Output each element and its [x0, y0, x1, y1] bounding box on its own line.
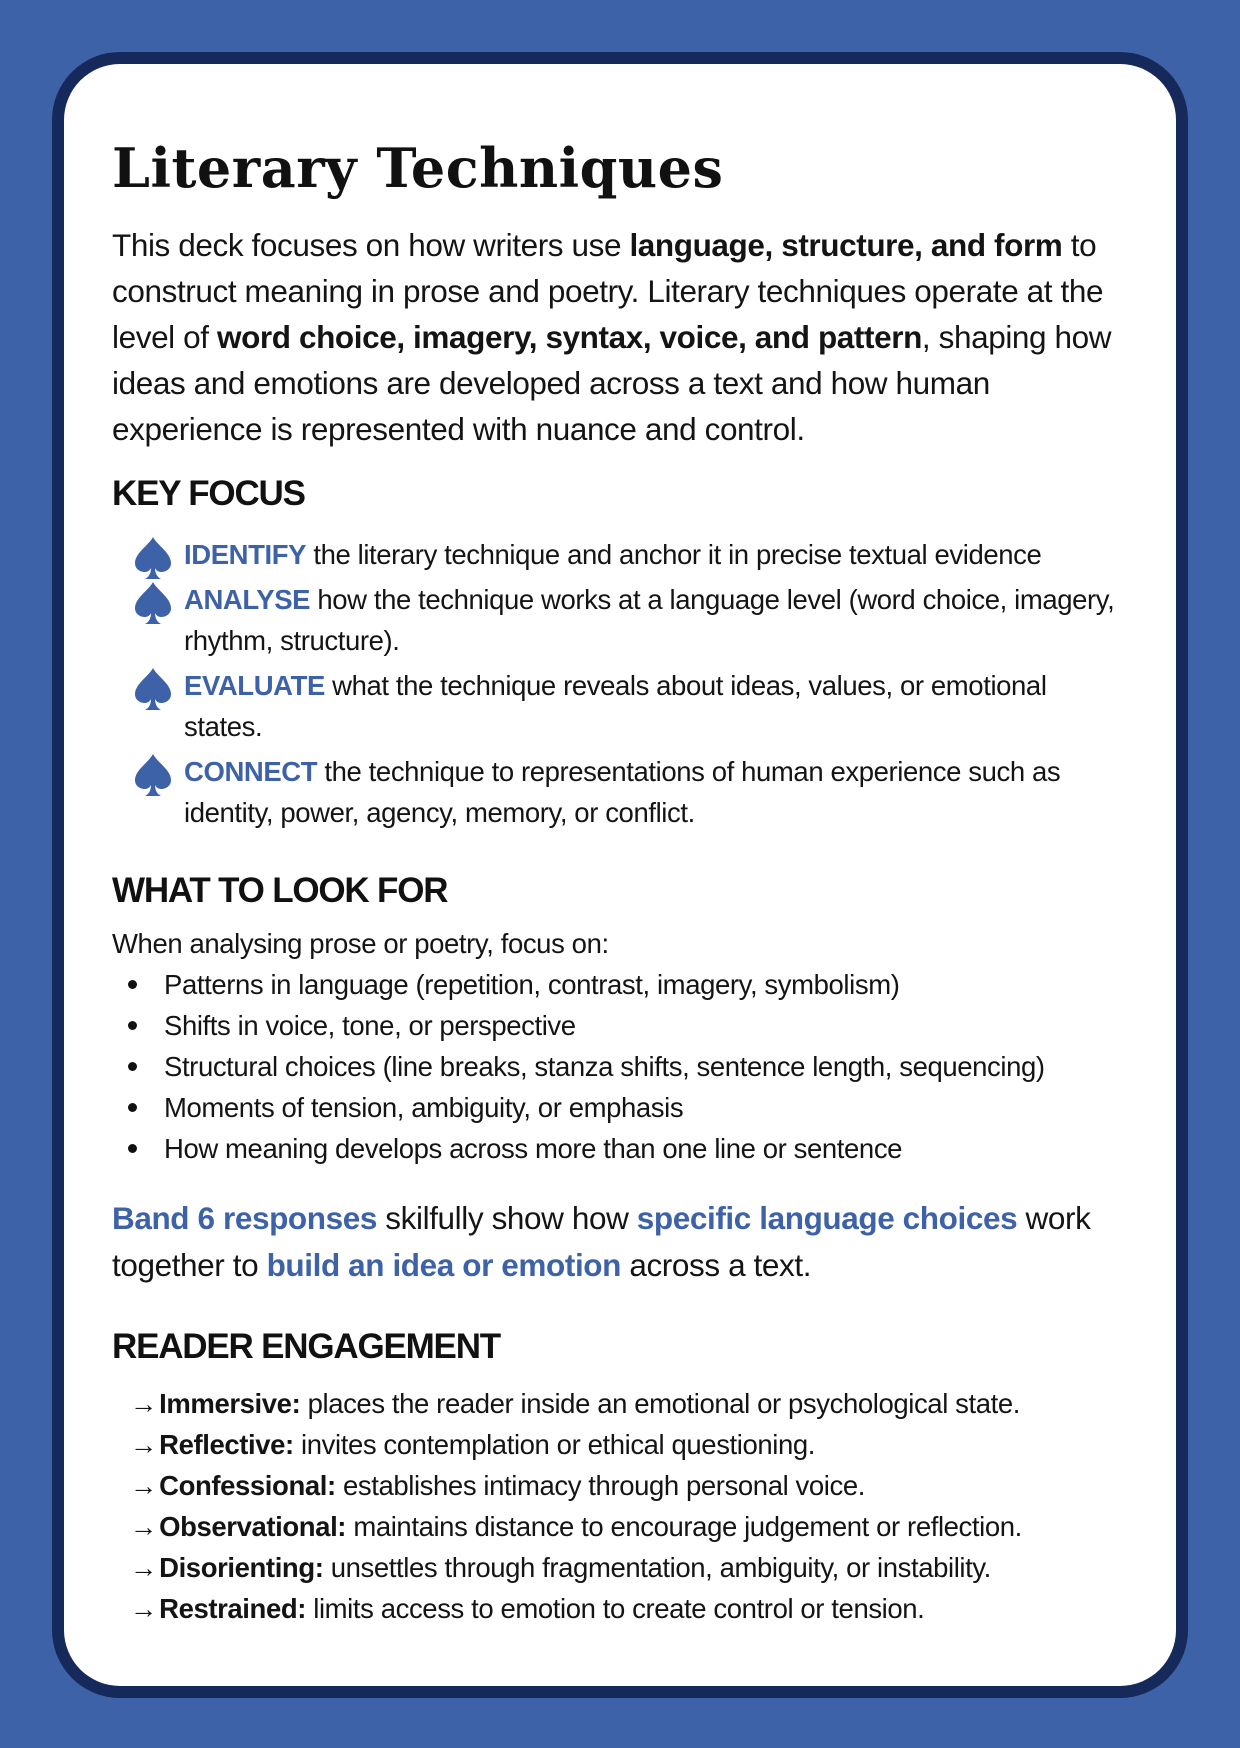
- band-text-2: work together to: [112, 1200, 1091, 1283]
- focus-text: the technique to representations of human experience such as identity, power, agency, memory, or conflict.: [184, 756, 1061, 828]
- focus-text: how the technique works at a language level (word choice, imagery, rhythm, structure).: [184, 584, 1115, 656]
- focus-item-connect: [112, 751, 1128, 833]
- reader-label: Disorienting:: [159, 1552, 324, 1583]
- reader-item-reflective: [112, 1424, 1128, 1465]
- list-item-text: How meaning develops across more than one line or sentence: [164, 1133, 903, 1164]
- reader-item-restrained: [112, 1588, 1128, 1629]
- focus-item-evaluate: [112, 665, 1128, 747]
- list-item: [112, 1087, 1128, 1128]
- look-for-lead: When analysing prose or poetry, focus on:: [112, 928, 609, 959]
- list-item: [112, 1046, 1128, 1087]
- list-item-text: Moments of tension, ambiguity, or emphasis: [164, 1092, 684, 1123]
- reader-label: Observational:: [159, 1511, 347, 1542]
- spade-icon: [132, 752, 174, 798]
- list-item: [112, 964, 1128, 1005]
- band-highlight-3: build an idea or emotion: [266, 1247, 621, 1283]
- technique-card: [64, 64, 1176, 1686]
- band-text-3: across a text.: [620, 1247, 812, 1283]
- reader-label: Restrained:: [159, 1593, 306, 1624]
- reader-text: unsettles through fragmentation, ambiguity, or instability.: [323, 1552, 991, 1583]
- band-highlight-2: specific language choices: [636, 1200, 1018, 1236]
- focus-keyword: CONNECT: [184, 756, 318, 787]
- page-title: Literary Techniques: [112, 136, 724, 200]
- look-for-heading: WHAT TO LOOK FOR: [112, 871, 448, 910]
- band-6-statement: [112, 1195, 1128, 1289]
- intro-bold-1: language, structure, and form: [629, 227, 1063, 263]
- focus-text: what the technique reveals about ideas, values, or emotional states.: [184, 670, 1047, 742]
- reader-label: Confessional:: [159, 1470, 336, 1501]
- focus-keyword: IDENTIFY: [184, 539, 307, 570]
- reader-item-confessional: [112, 1465, 1128, 1506]
- reader-engagement-list: [112, 1383, 1128, 1629]
- reader-item-disorienting: [112, 1547, 1128, 1588]
- arrow-right-icon: →: [130, 1388, 158, 1419]
- reader-text: maintains distance to encourage judgement or reflection.: [346, 1511, 1022, 1542]
- bullet-icon: [128, 1103, 137, 1112]
- list-item: [112, 1128, 1128, 1169]
- spade-icon: [132, 580, 174, 626]
- intro-text-1: This deck focuses on how writers use: [112, 227, 630, 263]
- focus-keyword: EVALUATE: [184, 670, 325, 701]
- key-focus-list: [112, 534, 1128, 833]
- reader-item-immersive: [112, 1383, 1128, 1424]
- intro-bold-2: word choice, imagery, syntax, voice, and pattern: [216, 319, 922, 355]
- bullet-icon: [128, 1062, 137, 1071]
- list-item-text: Patterns in language (repetition, contrast, imagery, symbolism): [164, 969, 900, 1000]
- spade-icon: [132, 666, 174, 712]
- spade-icon: [132, 535, 174, 581]
- bullet-icon: [128, 1144, 137, 1153]
- intro-text-3: , shaping how ideas and emotions are developed across a text and how human experience is represented with nuance and control.: [112, 319, 1112, 447]
- bullet-icon: [128, 980, 137, 989]
- reader-text: places the reader inside an emotional or psychological state.: [300, 1388, 1021, 1419]
- arrow-right-icon: →: [130, 1429, 158, 1460]
- focus-text: the literary technique and anchor it in precise textual evidence: [306, 539, 1042, 570]
- arrow-right-icon: →: [130, 1470, 158, 1501]
- intro-paragraph: [112, 222, 1128, 452]
- list-item-text: Structural choices (line breaks, stanza shifts, sentence length, sequencing): [164, 1051, 1045, 1082]
- list-item-text: Shifts in voice, tone, or perspective: [164, 1010, 576, 1041]
- band-highlight-1: Band 6 responses: [112, 1200, 377, 1236]
- look-for-list: [112, 964, 1128, 1169]
- band-text-1: skilfully show how: [376, 1200, 637, 1236]
- intro-text-2: to construct meaning in prose and poetry. Literary techniques operate at the level of: [112, 227, 1104, 355]
- reader-text: establishes intimacy through personal voice.: [335, 1470, 865, 1501]
- reader-text: limits access to emotion to create control or tension.: [306, 1593, 925, 1624]
- reader-label: Reflective:: [159, 1429, 294, 1460]
- focus-item-analyse: [112, 579, 1128, 661]
- reader-label: Immersive:: [159, 1388, 301, 1419]
- list-item: [112, 1005, 1128, 1046]
- arrow-right-icon: →: [130, 1511, 158, 1542]
- focus-item-identify: [112, 534, 1128, 575]
- reader-text: invites contemplation or ethical questioning.: [293, 1429, 816, 1460]
- reader-item-observational: [112, 1506, 1128, 1547]
- arrow-right-icon: →: [130, 1593, 158, 1624]
- reader-engagement-heading: READER ENGAGEMENT: [112, 1327, 500, 1366]
- key-focus-heading: KEY FOCUS: [112, 474, 305, 513]
- focus-keyword: ANALYSE: [184, 584, 311, 615]
- bullet-icon: [128, 1021, 137, 1030]
- arrow-right-icon: →: [130, 1552, 158, 1583]
